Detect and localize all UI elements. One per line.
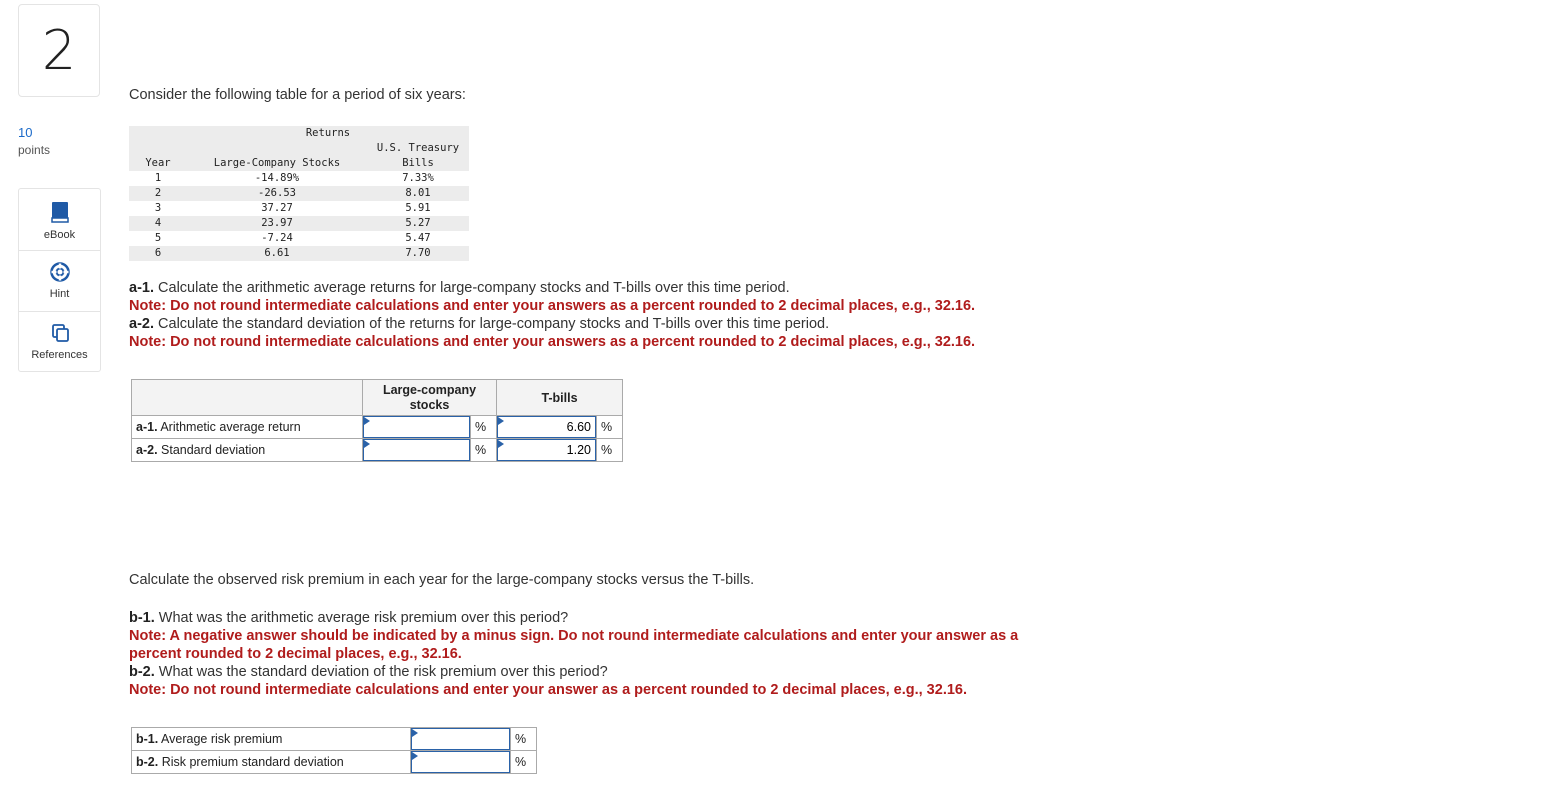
answer-table-b [131,727,537,774]
input-flag-icon [364,417,370,425]
b2-row-label [132,751,411,774]
references-label: References [31,349,88,361]
table-row [129,231,469,246]
percent-sign: % [597,416,623,439]
hint-button[interactable] [19,262,100,300]
a2-note: Note: Do not round intermediate calculations and enter your answers as a percent rounded to 2 decimal places, e.g., 32.16. [129,334,976,350]
row-label-prefix: a-1. [136,420,158,434]
a2-tb-cell [497,439,597,462]
b2-question [129,664,608,680]
percent-sign: % [511,751,537,774]
percent-sign: % [511,728,537,751]
b2-value-cell [411,751,511,774]
ebook-label: eBook [43,229,76,241]
row-label-text: Arithmetic average return [157,420,301,434]
a1-row-label [132,416,363,439]
a1-tb-cell [497,416,597,439]
returns-header [129,126,469,171]
percent-sign: % [597,439,623,462]
a1-lcs-input-wrap [363,416,470,438]
tool-divider [19,250,100,251]
tbills-column-header: T-bills [497,380,623,416]
table-row [129,186,469,201]
b2-text: What was the standard deviation of the risk premium over this period? [154,664,608,680]
points-label: points [18,143,51,157]
lcs-cell: 6.61 [264,247,290,259]
a2-tb-input-wrap [497,439,596,461]
tb-cell: 5.27 [405,217,431,229]
b2-note: Note: Do not round intermediate calculations and enter your answer as a percent rounded to 2 decimal places, e.g., 32.16. [129,682,967,698]
a1-lcs-input[interactable] [364,417,469,437]
b2-input[interactable] [412,752,509,772]
b1-text: What was the arithmetic average risk premium over this period? [154,610,569,626]
ebook-button[interactable] [19,201,100,241]
row-label-prefix: b-2. [136,755,159,769]
row-label-prefix: a-2. [136,443,158,457]
a2-question [129,316,829,332]
lifebuoy-icon [19,262,100,282]
b1-input-wrap [411,728,510,750]
b1-value-cell [411,728,511,751]
table-row [129,216,469,231]
row-label-text: Risk premium standard deviation [158,755,344,769]
question-number: 2 [41,19,77,82]
year-cell: 6 [154,247,162,259]
references-button[interactable] [19,323,100,361]
a1-text: Calculate the arithmetic average returns for large-company stocks and T-bills over this time period. [154,280,790,296]
returns-group-header: Returns [305,127,351,139]
a1-tb-input-wrap [497,416,596,438]
tool-divider [19,311,100,312]
tb-cell: 7.33% [402,172,434,184]
tb-cell: 8.01 [405,187,431,199]
b1-note-line2: percent rounded to 2 decimal places, e.g., 32.16. [129,646,462,662]
table-row [132,416,623,439]
b1-note-line1: Note: A negative answer should be indicated by a minus sign. Do not round intermediate calculations and enter your answer as a [129,628,1019,644]
lcs-cell: 23.97 [261,217,293,229]
lcs-header-line1: Large-company [382,382,477,397]
b1-input[interactable] [412,729,509,749]
question-number-box [18,4,100,97]
a1-lcs-cell [363,416,471,439]
tb-header-line1: U.S. Treasury [376,142,460,154]
copy-icon [19,323,100,343]
row-label-text: Average risk premium [158,732,283,746]
blank-header-cell [132,380,363,416]
book-icon [19,201,100,223]
points-value: 10 [18,125,33,140]
input-flag-icon [498,440,504,448]
a1-label: a-1. [129,280,154,296]
table-row [132,439,623,462]
lcs-cell: 37.27 [261,202,293,214]
input-flag-icon [412,729,418,737]
a2-tb-input[interactable] [498,440,595,460]
table-row [132,751,537,774]
b-intro: Calculate the observed risk premium in each year for the large-company stocks versus the T-bills. [129,572,755,588]
tb-cell: 5.47 [405,232,431,244]
hint-label: Hint [49,288,70,300]
answer-table-a [131,379,623,462]
a1-question [129,280,790,296]
b2-input-wrap [411,751,510,773]
a2-lcs-input-wrap [363,439,470,461]
a1-note: Note: Do not round intermediate calculations and enter your answers as a percent rounded to 2 decimal places, e.g., 32.16. [129,298,976,314]
row-label-text: Standard deviation [157,443,266,457]
table-row [129,201,469,216]
percent-sign: % [471,416,497,439]
a2-row-label [132,439,363,462]
year-cell: 1 [154,172,162,184]
table-row [129,246,469,261]
tb-header-line2: Bills [402,157,434,169]
b1-row-label [132,728,411,751]
lcs-cell: -14.89% [254,172,300,184]
tools-panel [18,188,101,372]
tb-cell: 5.91 [405,202,431,214]
year-cell: 4 [154,217,162,229]
a2-text: Calculate the standard deviation of the returns for large-company stocks and T-bills over this time period. [154,316,830,332]
table-row [132,728,537,751]
input-flag-icon [412,752,418,760]
table-row [129,171,469,186]
lcs-header-line2: stocks [409,397,450,412]
tb-cell: 7.70 [405,247,431,259]
lcs-header: Large-Company Stocks [213,157,341,169]
lcs-cell: -26.53 [258,187,296,199]
a1-tb-input[interactable] [498,417,595,437]
b2-label: b-2. [129,664,155,680]
intro-text: Consider the following table for a period of six years: [129,87,466,103]
year-header: Year [145,157,171,169]
year-cell: 5 [154,232,162,244]
row-label-prefix: b-1. [136,732,159,746]
lcs-column-header [363,380,497,416]
b1-label: b-1. [129,610,155,626]
year-cell: 2 [154,187,162,199]
input-flag-icon [364,440,370,448]
input-flag-icon [498,417,504,425]
a2-label: a-2. [129,316,154,332]
year-cell: 3 [154,202,162,214]
a2-lcs-cell [363,439,471,462]
a2-lcs-input[interactable] [364,440,469,460]
b1-question [129,610,568,626]
lcs-cell: -7.24 [261,232,293,244]
percent-sign: % [471,439,497,462]
